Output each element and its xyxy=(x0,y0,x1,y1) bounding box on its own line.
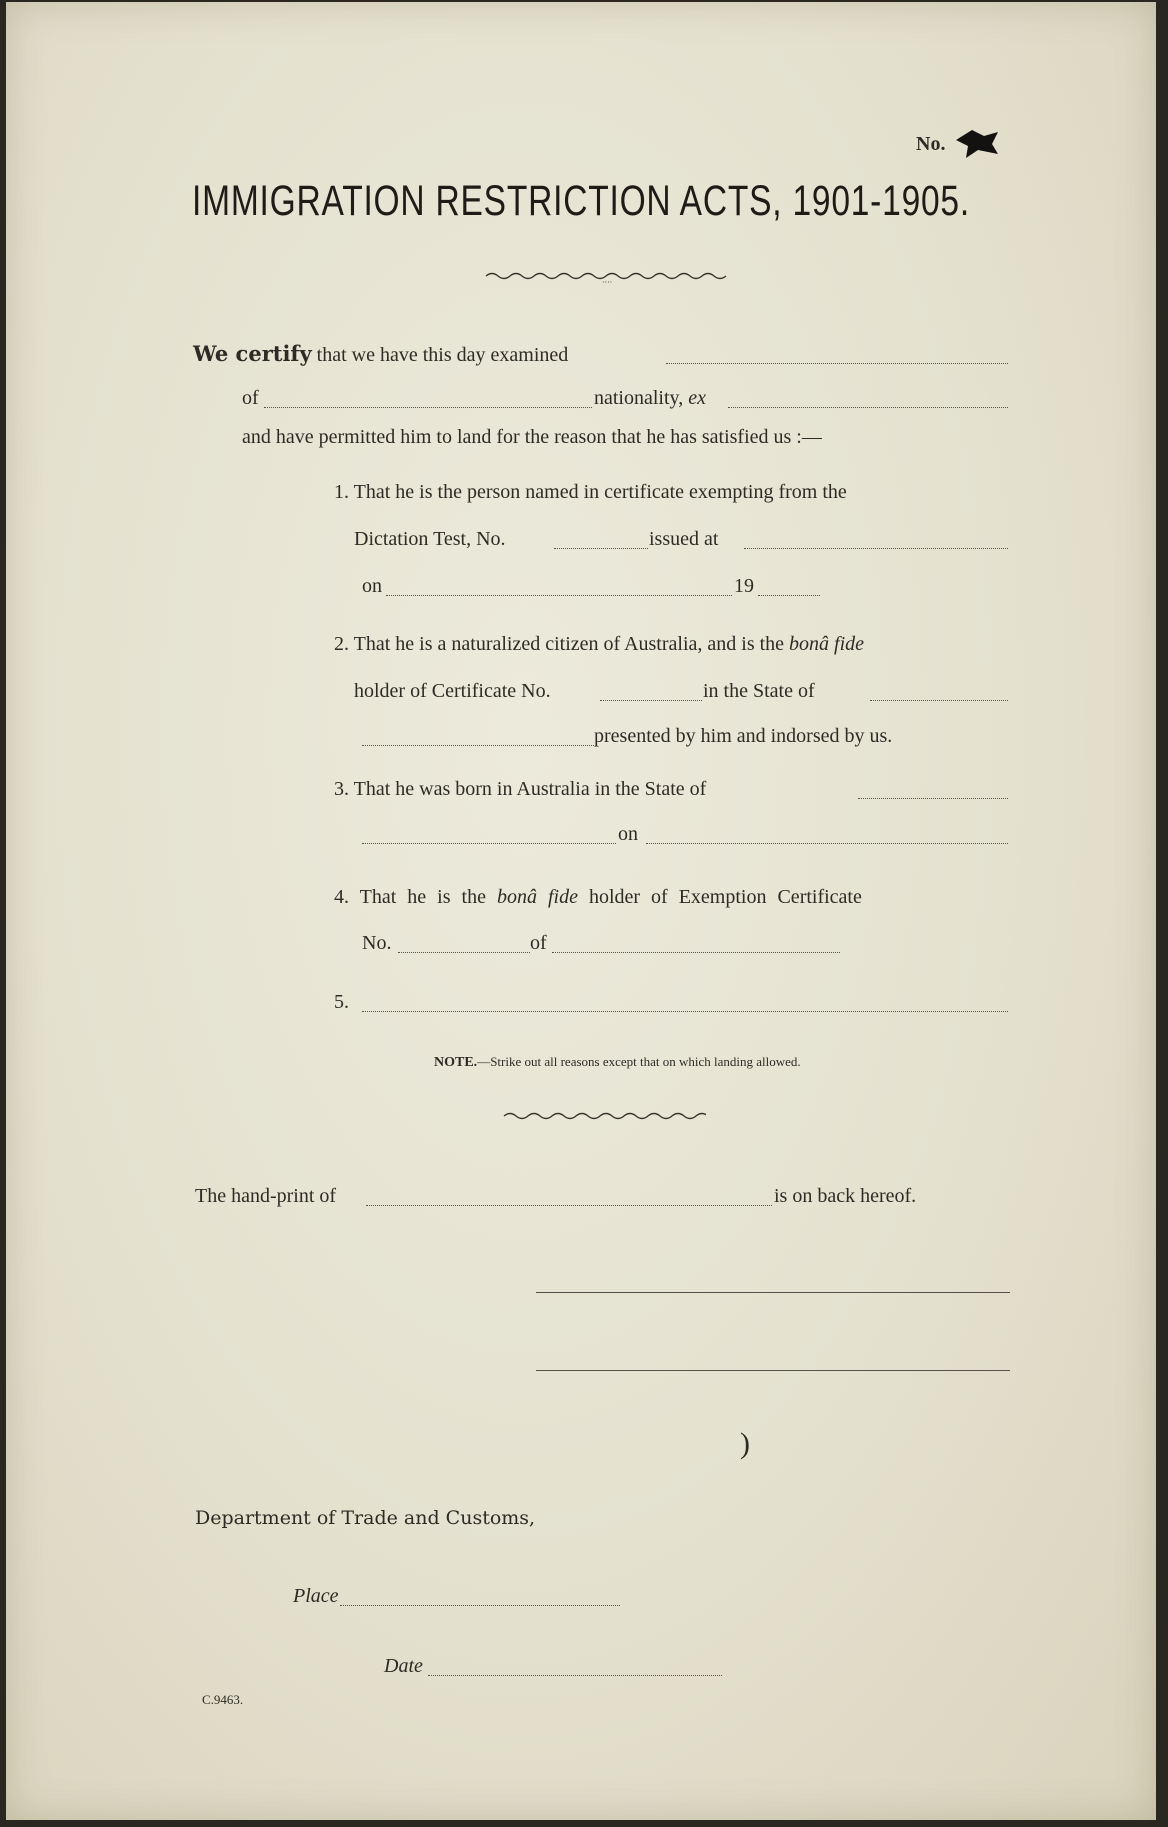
handprint-label: The hand-print of xyxy=(195,1185,337,1207)
page-title: IMMIGRATION RESTRICTION ACTS, 1901-1905. xyxy=(192,177,970,225)
reason-1-on-label: on xyxy=(362,575,382,597)
handwritten-bracket: ) xyxy=(740,1427,750,1460)
nationality-label xyxy=(594,386,706,410)
bona-fide-text-2: bonâ fide xyxy=(496,886,578,908)
nationality-ex-field[interactable] xyxy=(728,407,1008,408)
certify-lead: We certify xyxy=(193,341,312,366)
permitted-text: and have permitted him to land for the reason that he has satisfied us :— xyxy=(242,426,822,448)
date-label: Date xyxy=(384,1655,423,1677)
signature-line-1[interactable] xyxy=(536,1292,1010,1293)
reason-2-text xyxy=(334,632,864,656)
year-field[interactable] xyxy=(758,595,820,596)
form-number-label: No. xyxy=(916,133,946,155)
examined-name-field[interactable] xyxy=(666,363,1008,364)
reason-3-on-label: on xyxy=(618,823,638,845)
place-field[interactable] xyxy=(340,1605,620,1606)
reason-5-field[interactable] xyxy=(362,1011,1008,1012)
dictation-test-no-field[interactable] xyxy=(554,548,648,549)
exemption-of-label: of xyxy=(530,932,547,954)
of-place-field[interactable] xyxy=(264,407,592,408)
reason-4-lead: 4. That he is the xyxy=(334,886,486,908)
holder-certificate-label: holder of Certificate No. xyxy=(354,680,551,702)
place-label: Place xyxy=(293,1585,339,1607)
reason-5-label: 5. xyxy=(334,991,349,1013)
presented-text: presented by him and indorsed by us. xyxy=(594,725,893,747)
birth-place-field[interactable] xyxy=(362,843,616,844)
reason-3-text: 3. That he was born in Australia in the State of xyxy=(334,778,707,800)
print-code: C.9463. xyxy=(202,1692,244,1707)
certify-examined-text: that we have this day examined xyxy=(316,344,569,366)
state-field[interactable] xyxy=(870,700,1008,701)
immigration-form-page xyxy=(6,2,1156,1820)
reason-2-lead: 2. That he is a naturalized citizen of Australia, and is the xyxy=(334,633,785,655)
presented-field[interactable] xyxy=(362,745,594,746)
issued-at-field[interactable] xyxy=(744,548,1008,549)
department-label: Department of Trade and Customs, xyxy=(195,1507,536,1529)
birth-date-field[interactable] xyxy=(646,843,1008,844)
exemption-no-label: No. xyxy=(362,932,392,954)
exemption-of-field[interactable] xyxy=(552,952,840,953)
dictation-test-label: Dictation Test, No. xyxy=(354,528,506,550)
signature-line-2[interactable] xyxy=(536,1370,1010,1371)
issued-at-label: issued at xyxy=(649,528,719,550)
certificate-no-field[interactable] xyxy=(600,700,702,701)
birth-state-field[interactable] xyxy=(858,798,1008,799)
nationality-text: nationality, xyxy=(594,387,684,409)
state-of-label: in the State of xyxy=(703,680,815,702)
handprint-suffix: is on back hereof. xyxy=(774,1185,917,1207)
handprint-name-field[interactable] xyxy=(366,1205,772,1206)
note-text: —Strike out all reasons except that on which landing allowed. xyxy=(477,1054,801,1069)
year-19-label: 19 xyxy=(734,575,754,597)
exemption-no-field[interactable] xyxy=(398,952,530,953)
reason-1-date-field[interactable] xyxy=(386,595,732,596)
reason-4-text xyxy=(334,885,862,909)
note-line xyxy=(434,1050,801,1075)
title-flourish xyxy=(484,268,734,286)
date-field[interactable] xyxy=(428,1675,722,1676)
reason-1-text: 1. That he is the person named in certificate exempting from the xyxy=(334,481,847,503)
bona-fide-text: bonâ fide xyxy=(789,633,865,655)
certify-line-1 xyxy=(193,342,568,367)
of-label: of xyxy=(242,387,259,409)
note-label: NOTE. xyxy=(434,1055,478,1070)
note-flourish xyxy=(502,1108,706,1122)
reason-4-tail: holder of Exemption Certificate xyxy=(588,886,862,908)
svg-text:····: ···· xyxy=(602,278,613,286)
ex-text: ex xyxy=(688,387,707,409)
ink-blot-icon xyxy=(954,126,1000,160)
